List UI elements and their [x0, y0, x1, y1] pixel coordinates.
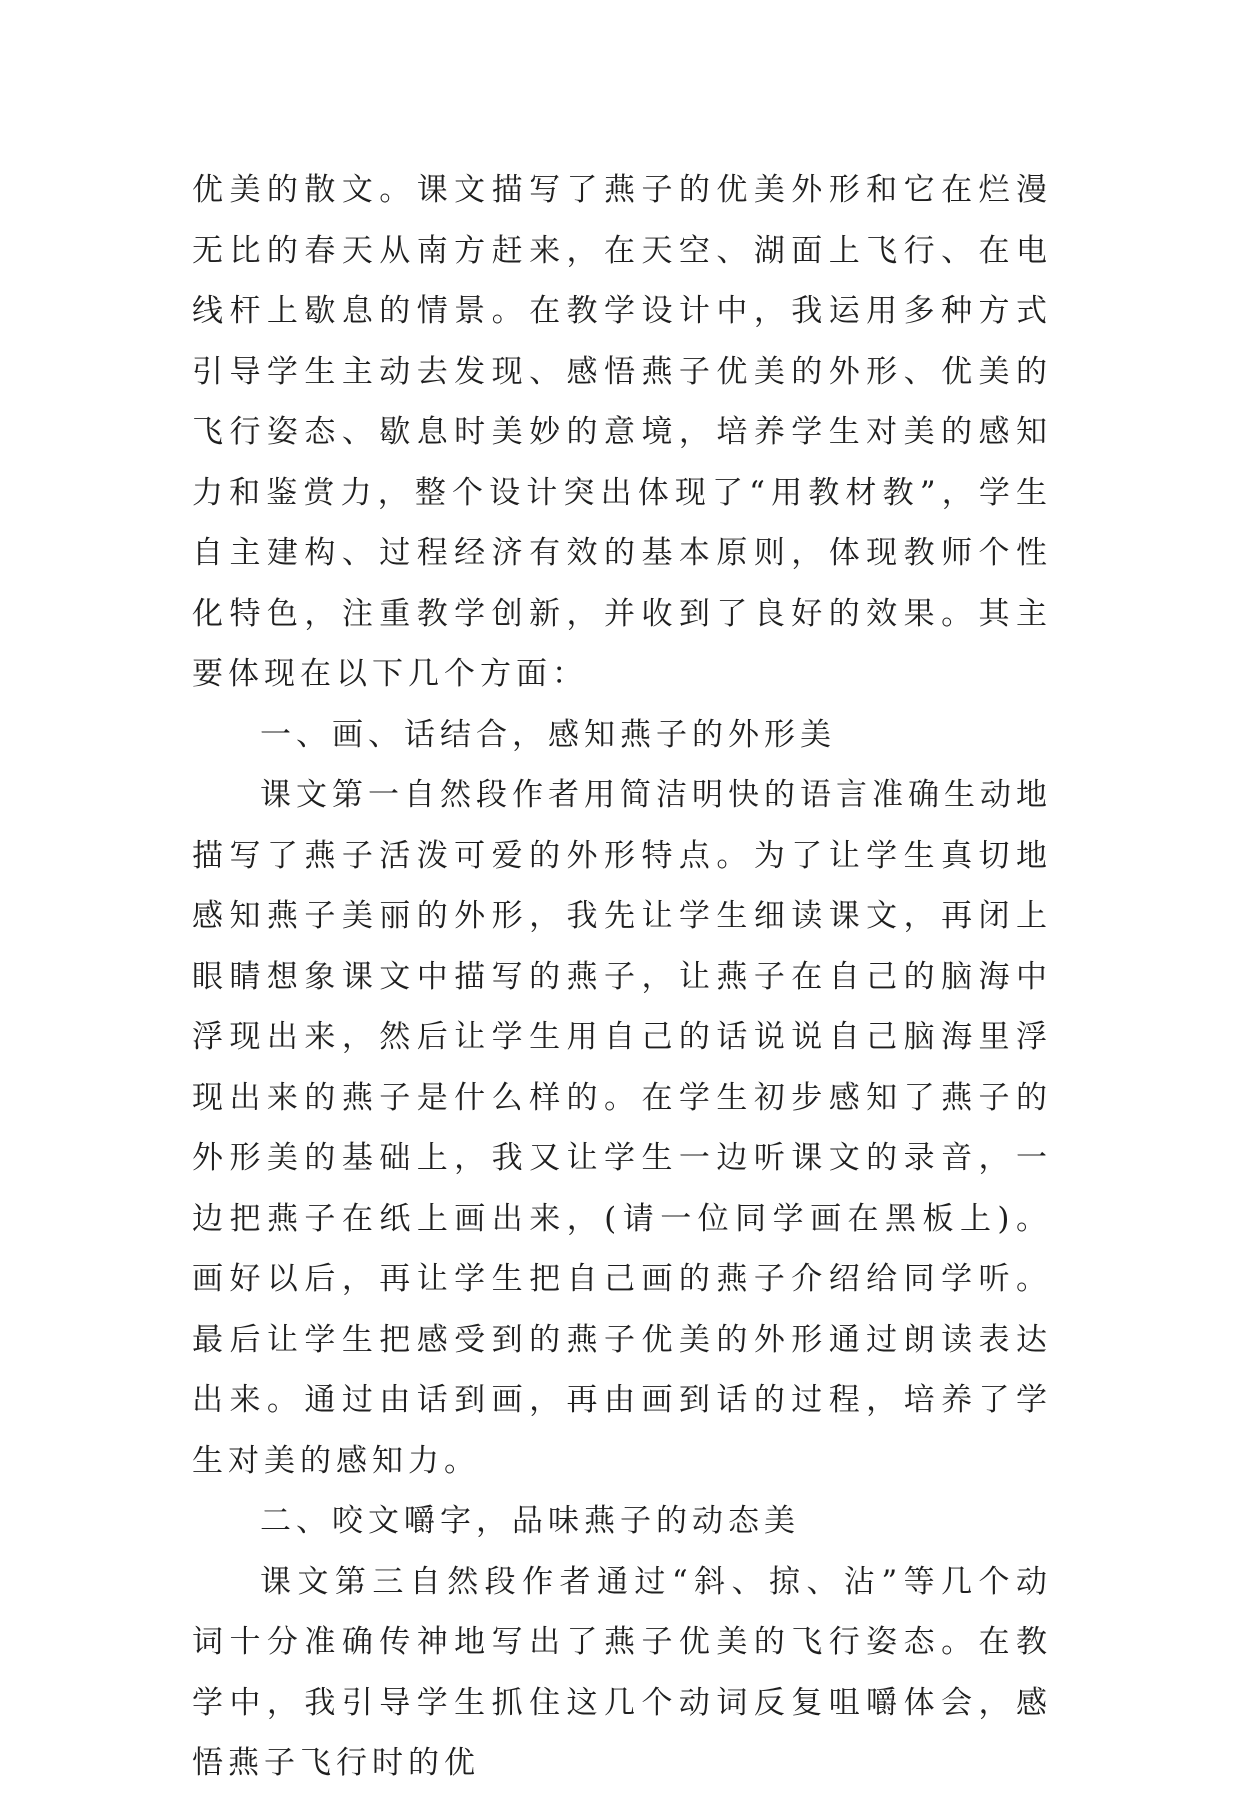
section-heading-2: 二、咬文嚼字，品味燕子的动态美 — [260, 1503, 800, 1539]
document-body — [192, 160, 1052, 1794]
paragraph-section-2: 课文第三自然段作者通过“斜、掠、沾”等几个动词十分准确传神地写出了燕子优美的飞行姿态。在教学中，我引导学生抓住这几个动词反复咀嚼体会，感悟燕子飞行时的优 — [192, 1563, 1052, 1781]
paragraph-section-1: 课文第一自然段作者用简洁明快的语言准确生动地描写了燕子活泼可爱的外形特点。为了让学生真切地感知燕子美丽的外形，我先让学生细读课文，再闭上眼睛想象课文中描写的燕子，让燕子在自己的脑海中浮现出来，然后让学生用自己的话说说自己脑海里浮现出来的燕子是什么样的。在学生初步感知了燕子的外形美的基础上，我又让学生一边听课文的录音，一边把燕子在纸上画出来，(请一位同学画在黑板上)。画好以后，再让学生把自己画的燕子介绍给同学听。最后让学生把感受到的燕子优美的外形通过朗读表达出来。通过由话到画，再由画到话的过程，培养了学生对美的感知力。 — [192, 777, 1052, 1479]
section-heading-1: 一、画、话结合，感知燕子的外形美 — [260, 716, 836, 753]
paragraph-intro: 优美的散文。课文描写了燕子的优美外形和它在烂漫无比的春天从南方赶来，在天空、湖面上飞行、在电线杆上歇息的情景。在教学设计中，我运用多种方式引导学生主动去发现、感悟燕子优美的外形、优美的飞行姿态、歇息时美妙的意境，培养学生对美的感知力和鉴赏力，整个设计突出体现了“用教材教”，学生自主建构、过程经济有效的基本原则，体现教师个性化特色，注重教学创新，并收到了良好的效果。其主要体现在以下几个方面： — [192, 172, 1052, 692]
